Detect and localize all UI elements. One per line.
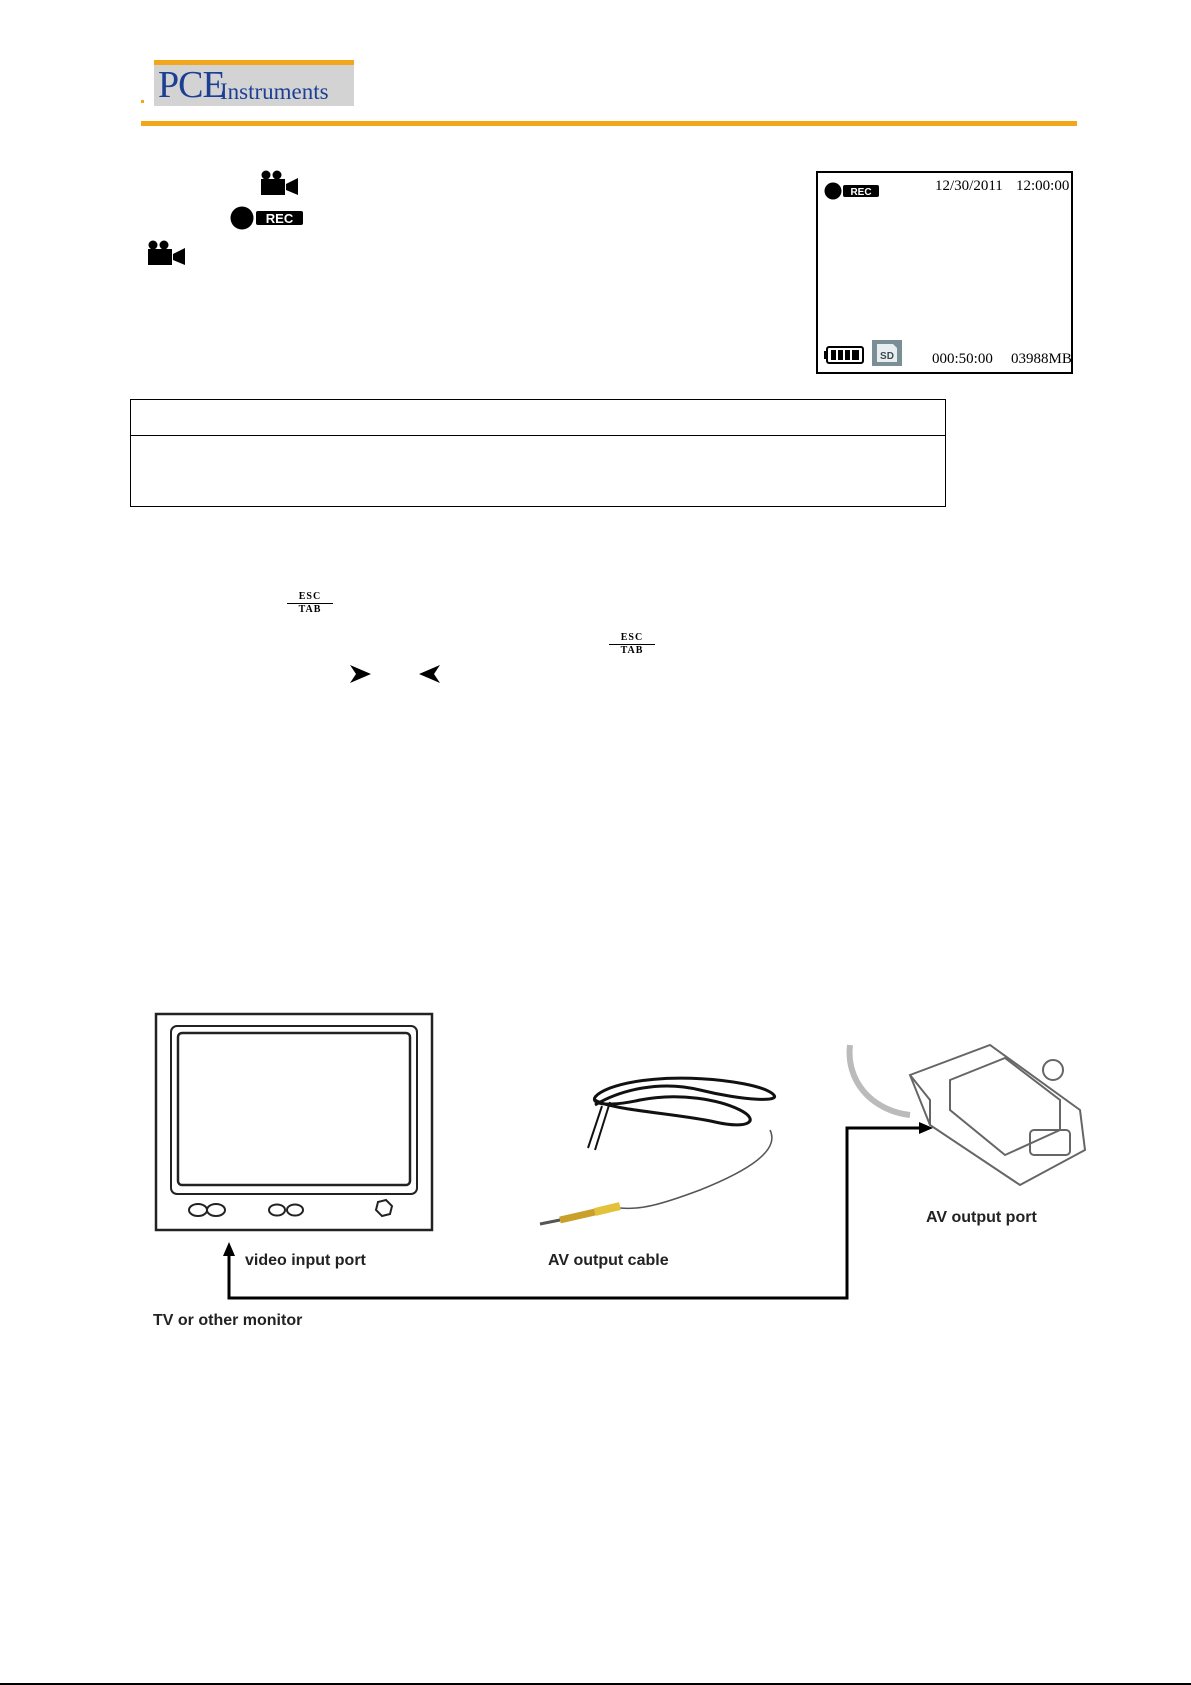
av-cable-caption: AV output cable <box>548 1252 669 1269</box>
header-rule <box>141 121 1077 126</box>
av-connection-diagram <box>140 1000 1100 1345</box>
tv-monitor-illustration <box>156 1014 432 1230</box>
esc-key-label: ESC <box>287 591 333 604</box>
handheld-device-illustration <box>850 1045 1085 1185</box>
tab-key-label: TAB <box>298 604 322 615</box>
esc-tab-key-icon <box>287 591 333 615</box>
lcd-rec-text: REC <box>850 187 872 198</box>
note-table <box>130 399 946 507</box>
tab-key-label: TAB <box>620 645 644 656</box>
rec-icon-text: REC <box>265 211 294 226</box>
esc-key-label: ESC <box>609 632 655 645</box>
av-cable-illustration <box>540 1078 775 1224</box>
note-table-header-row <box>131 400 945 436</box>
monitor-caption: TV or other monitor <box>153 1312 303 1329</box>
av-output-port-caption: AV output port <box>926 1209 1037 1226</box>
left-arrow-key-icon <box>418 665 440 683</box>
lcd-memory: 03988MB <box>1011 351 1072 367</box>
input-arrow-head <box>223 1242 235 1256</box>
lcd-date: 12/30/2011 <box>935 178 1003 194</box>
video-camera-icon <box>146 240 186 266</box>
logo-pce-text: PCE <box>158 64 225 106</box>
right-arrow-key-icon <box>350 665 372 683</box>
lcd-rec-icon <box>824 181 880 201</box>
video-input-port-caption: video input port <box>245 1252 366 1269</box>
lcd-elapsed-time: 000:50:00 <box>932 351 993 367</box>
lcd-screen-preview <box>816 171 1073 374</box>
lcd-time: 12:00:00 <box>1016 178 1070 194</box>
video-camera-icon <box>259 170 299 196</box>
rec-indicator-icon <box>230 206 304 230</box>
esc-tab-key-icon <box>609 632 655 656</box>
logo-instruments-text: Instruments <box>220 79 329 104</box>
company-logo <box>154 60 354 106</box>
sd-card-text: SD <box>880 351 894 362</box>
logo-dot <box>141 100 144 103</box>
battery-icon <box>824 346 864 364</box>
sd-card-icon <box>872 340 902 366</box>
